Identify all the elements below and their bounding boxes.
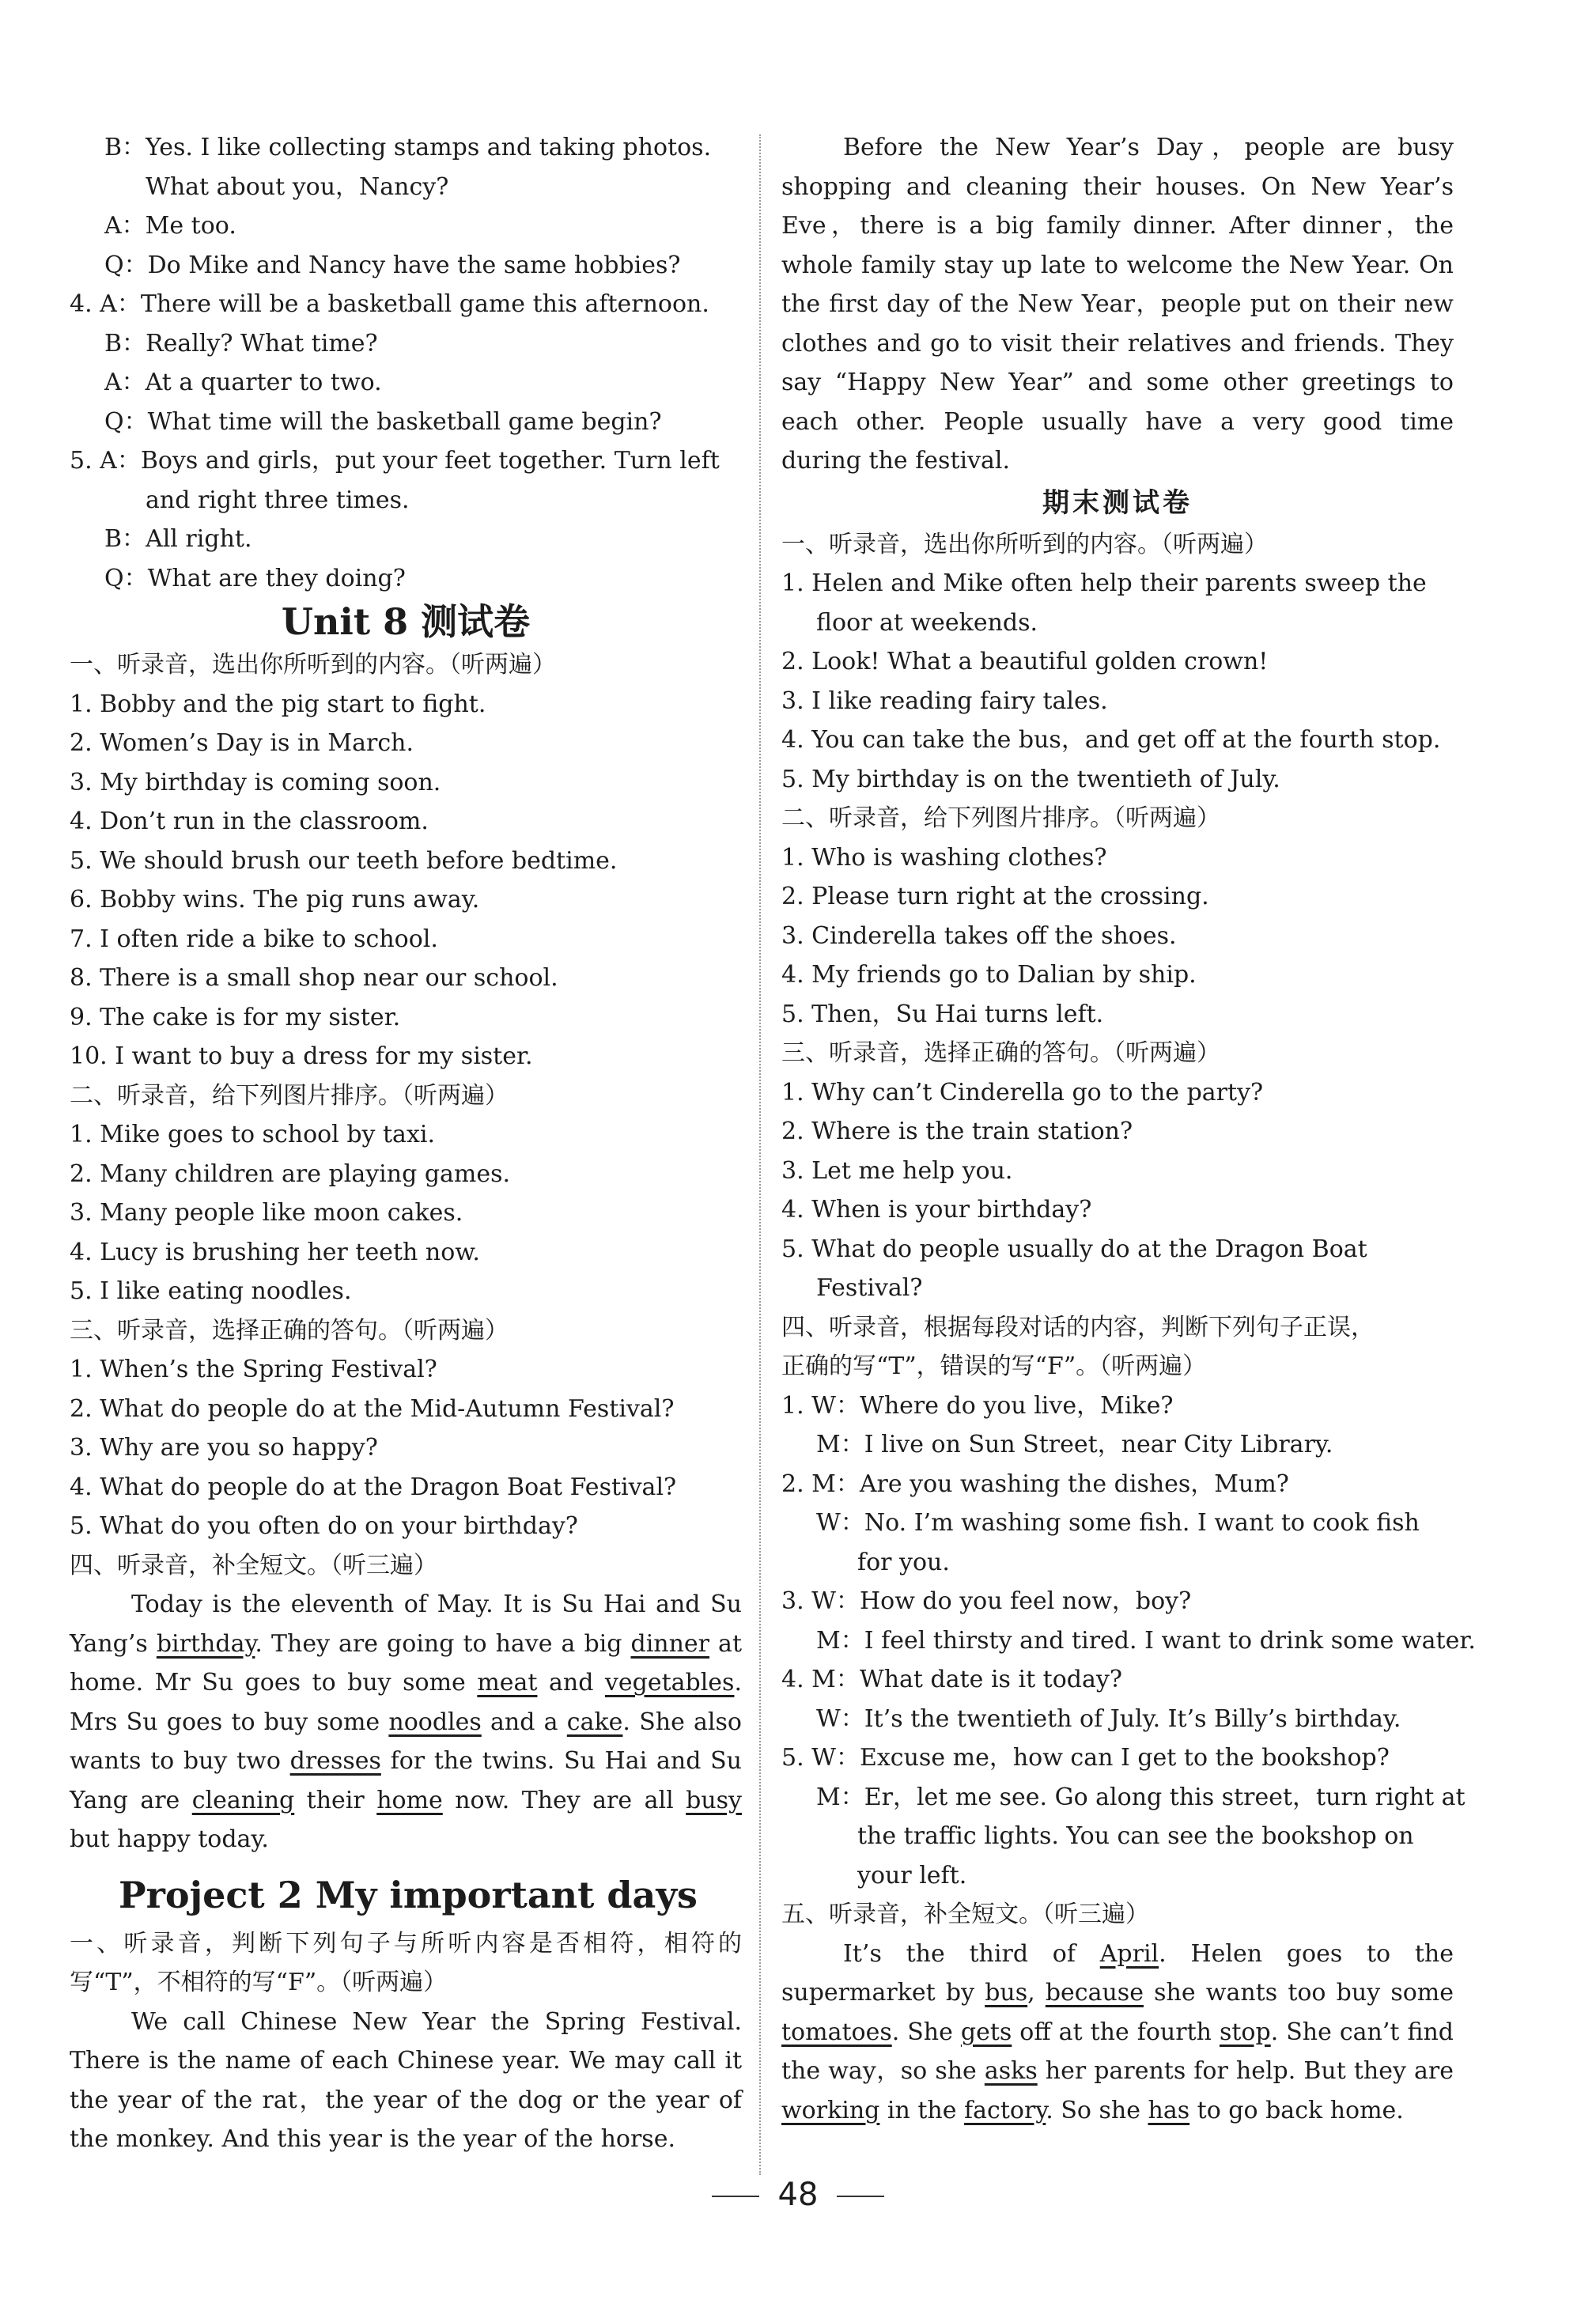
passage-text: in the: [879, 2096, 965, 2124]
section-title: 四、听录音，根据每段对话的内容，判断下列句子正误，: [781, 1313, 1375, 1341]
list-item: 1. Who is washing clothes?: [781, 843, 1107, 872]
dialogue-line: 5. A：Boys and girls，put your feet together. Turn left: [70, 447, 720, 475]
list-item: 5. I like eating noodles.: [70, 1277, 352, 1305]
column-divider: [759, 134, 761, 2175]
list-item: 3. My birthday is coming soon.: [70, 768, 441, 796]
passage-text: ,: [1027, 1979, 1046, 2007]
list-item: 3. Why are you so happy?: [70, 1434, 378, 1462]
section-title: 四、听录音，补全短文。（听三遍）: [70, 1551, 437, 1579]
page-number-text: 48: [777, 2177, 819, 2213]
unit8-heading: Unit 8 测试卷: [281, 600, 531, 643]
list-item: 1. Helen and Mike often help their parents sweep the: [781, 569, 1427, 597]
dialogue-line: B：All right.: [104, 525, 252, 553]
passage-text: . She can’t find the way，so she: [781, 2018, 1454, 2085]
dash-right: [837, 2196, 884, 2197]
list-item: 2. Where is the train station?: [781, 1118, 1133, 1145]
dialogue-line: 5. W：Excuse me，how can I get to the bookshop?: [781, 1744, 1390, 1772]
section-title: 一、听录音，选出你所听到的内容。（听两遍）: [70, 651, 556, 679]
list-item: 4. What do people do at the Dragon Boat Festival?: [70, 1473, 677, 1501]
filled-blank: noodles: [388, 1708, 482, 1736]
final-sec3-list: [781, 1073, 1454, 1308]
list-item: 2. Look! What a beautiful golden crown!: [781, 648, 1269, 675]
passage-text: . She also wants to buy two: [70, 1708, 742, 1775]
passage-text: . They are going to have a big: [255, 1629, 631, 1658]
dialogue-line: W：It’s the twentieth of July. It’s Billy’s birthday.: [816, 1704, 1401, 1733]
dialogue-line: Q：What are they doing?: [104, 564, 406, 592]
filled-blank: gets: [960, 2018, 1012, 2046]
final-sec1-list: [781, 564, 1454, 799]
list-item: 2. Many children are playing games.: [70, 1159, 511, 1188]
dialogue-line: Q：Do Mike and Nancy have the same hobbies?: [104, 251, 681, 279]
dash-left: [712, 2196, 759, 2197]
dialogue-line: A：At a quarter to two.: [104, 369, 382, 396]
filled-blank: meat: [477, 1669, 538, 1697]
list-item: 2. Please turn right at the crossing.: [781, 883, 1209, 910]
dialogue-line: A：Me too.: [104, 212, 236, 240]
passage-text: . She: [891, 2018, 961, 2046]
dialogue-line: B：Yes. I like collecting stamps and taking photos.: [104, 134, 712, 161]
filled-blank: vegetables: [604, 1669, 735, 1697]
dialogue-line: Q：What time will the basketball game begin?: [104, 407, 662, 436]
right-column: [781, 128, 1476, 2130]
list-item-continued: floor at weekends.: [816, 608, 1038, 637]
dialogue-line: B：Really? What time?: [104, 329, 378, 357]
filled-blank: home: [376, 1786, 443, 1814]
list-item: 3. Many people like moon cakes.: [70, 1199, 463, 1227]
passage-text: to go back home.: [1189, 2096, 1404, 2124]
dialogue-line: your left.: [857, 1861, 967, 1889]
passage-text: but happy today.: [70, 1825, 269, 1853]
list-item: 5. My birthday is on the twentieth of July.: [781, 765, 1280, 793]
filled-blank: has: [1148, 2096, 1190, 2124]
section-title: 一、听录音，判断下列句子与所听内容是否相符，相符的写“T”，不相符的写“F”。（听两遍）: [70, 1929, 742, 1996]
filled-blank: working: [781, 2096, 880, 2124]
list-item: 1. When’s the Spring Festival?: [70, 1356, 437, 1383]
passage-text: and: [537, 1669, 605, 1697]
list-item: 9. The cake is for my sister.: [70, 1003, 401, 1031]
dialogue-line: 4. A：There will be a basketball game this afternoon.: [70, 290, 709, 318]
passage-text: she wants too buy some: [1143, 1979, 1454, 2007]
list-item: 5. We should brush our teeth before bedtime.: [70, 846, 618, 875]
filled-blank: dresses: [289, 1747, 381, 1775]
list-item: 7. I often ride a bike to school.: [70, 925, 438, 953]
list-item: 1. Why can’t Cinderella go to the party?: [781, 1078, 1264, 1106]
passage-text: for the twins. Su Hai and Su Yang are: [70, 1747, 742, 1814]
filled-blank: cleaning: [191, 1786, 295, 1814]
filled-blank: because: [1045, 1979, 1144, 2007]
list-item: 8. There is a small shop near our school.: [70, 964, 558, 992]
list-item: 4. When is your birthday?: [781, 1196, 1092, 1224]
section-title: 二、听录音，给下列图片排序。（听两遍）: [70, 1081, 509, 1110]
filled-blank: dinner: [630, 1629, 710, 1658]
passage-text: at home. Mr Su goes to buy some: [70, 1629, 742, 1697]
dialogue-line: the traffic lights. You can see the bookshop on: [857, 1822, 1414, 1850]
filled-blank: cake: [566, 1708, 623, 1736]
filled-blank: bus: [985, 1979, 1028, 2007]
passage-text: off at the fourth: [1012, 2018, 1220, 2046]
section-title: 一、听录音，选出你所听到的内容。（听两遍）: [781, 530, 1268, 558]
final-test-heading: 期末测试卷: [1042, 486, 1193, 519]
list-item: 4. My friends go to Dalian by ship.: [781, 961, 1197, 989]
list-item: 3. Cinderella takes off the shoes.: [781, 921, 1177, 950]
project2-passage: We call Chinese New Year the Spring Festival. There is the name of each Chinese year. We may call it the year of the rat，the year of the dog or the year of the monkey. And this year is the year of the horse.: [70, 2007, 742, 2153]
filled-blank: birthday: [156, 1629, 255, 1658]
section-title: 五、听录音，补全短文。（听三遍）: [781, 1901, 1149, 1928]
dialogue-line: M：I feel thirsty and tired. I want to drink some water.: [816, 1626, 1476, 1655]
project2-heading: Project 2 My important days: [119, 1873, 698, 1916]
unit8-passage: [70, 1585, 742, 1859]
filled-blank: busy: [686, 1786, 742, 1814]
list-item: 2. Women’s Day is in March.: [70, 729, 414, 757]
dialogue-line: 3. W：How do you feel now，boy?: [781, 1587, 1192, 1615]
list-item: 5. What do you often do on your birthday?: [70, 1512, 578, 1540]
final-passage: [781, 1935, 1454, 2131]
dialogue-line: 4. M：What date is it today?: [781, 1666, 1122, 1693]
dialogue-line: and right three times.: [146, 486, 410, 514]
list-item: 3. I like reading fairy tales.: [781, 687, 1108, 715]
list-item: 1. Mike goes to school by taxi.: [70, 1121, 435, 1148]
list-item-continued: Festival?: [816, 1274, 923, 1302]
passage-text: her parents for help. But they are: [1037, 2057, 1454, 2085]
passage-text: . Helen goes to the supermarket by: [781, 1939, 1454, 2007]
list-item: 5. What do people usually do at the Dragon Boat: [781, 1235, 1367, 1263]
passage-text: their: [294, 1786, 377, 1814]
final-sec4-dialogues: [781, 1386, 1476, 1896]
section-title-continued: 正确的写“T”，错误的写“F”。（听两遍）: [781, 1352, 1207, 1380]
project2-passage-continued: Before the New Year’s Day，people are busy shopping and cleaning their houses. On New Year’s Eve，there is a big family dinner. After dinner，the whole family stay up late to welcome the New Year. On the first day of the New Year，people put on their new clothes and go to visit their relatives and friends. They say “Happy New Year” and some other greetings to each other. People usually have a very good time during the festival.: [781, 134, 1454, 475]
passage-text: . Mrs Su goes to buy some: [70, 1669, 743, 1736]
dialogue-line: for you.: [857, 1548, 950, 1576]
dialogue-line: W：No. I’m washing some fish. I want to cook fish: [816, 1509, 1420, 1537]
unit8-sec1-list: [70, 685, 742, 1076]
list-item: 5. Then，Su Hai turns left.: [781, 1000, 1104, 1028]
section-title: 三、听录音，选择正确的答句。（听两遍）: [70, 1316, 509, 1345]
passage-text: It’s the third of: [843, 1939, 1100, 1968]
list-item: 2. What do people do at the Mid-Autumn Festival?: [70, 1394, 675, 1423]
dialogue-line: M：I live on Sun Street，near City Library.: [816, 1431, 1333, 1458]
filled-blank: April: [1099, 1939, 1159, 1968]
unit8-sec2-list: [70, 1115, 742, 1311]
passage-text: Today is the eleventh of May. It is Su Hai and Su Yang’s: [70, 1591, 742, 1658]
section-title: 二、听录音，给下列图片排序。（听两遍）: [781, 804, 1220, 832]
filled-blank: stop: [1219, 2018, 1271, 2046]
list-item: 4. Don’t run in the classroom.: [70, 808, 429, 835]
list-item: 4. Lucy is brushing her teeth now.: [70, 1238, 480, 1266]
page-number: [0, 2177, 1596, 2213]
dialogue-line: 2. M：Are you washing the dishes，Mum?: [781, 1470, 1289, 1498]
dialogue-line: What about you，Nancy?: [146, 172, 449, 201]
dialogue-line: 1. W：Where do you live，Mike?: [781, 1391, 1174, 1420]
left-column: [70, 128, 742, 2159]
final-sec2-list: [781, 838, 1454, 1035]
filled-blank: factory: [964, 2096, 1046, 2124]
list-item: 6. Bobby wins. The pig runs away.: [70, 886, 480, 914]
passage-text: now. They are all: [442, 1786, 686, 1814]
passage-text: . So she: [1046, 2096, 1148, 2124]
passage-text: and a: [481, 1708, 567, 1736]
list-item: 3. Let me help you.: [781, 1156, 1013, 1185]
filled-blank: asks: [984, 2057, 1038, 2085]
dialogue-line: M：Er，let me see. Go along this street，turn right at: [816, 1783, 1466, 1811]
section-title: 三、听录音，选择正确的答句。（听两遍）: [781, 1039, 1220, 1067]
filled-blank: tomatoes: [781, 2018, 892, 2046]
unit8-sec3-list: [70, 1350, 742, 1546]
list-item: 4. You can take the bus，and get off at the fourth stop.: [781, 726, 1441, 754]
list-item: 10. I want to buy a dress for my sister.: [70, 1042, 533, 1070]
list-item: 1. Bobby and the pig start to fight.: [70, 690, 486, 718]
